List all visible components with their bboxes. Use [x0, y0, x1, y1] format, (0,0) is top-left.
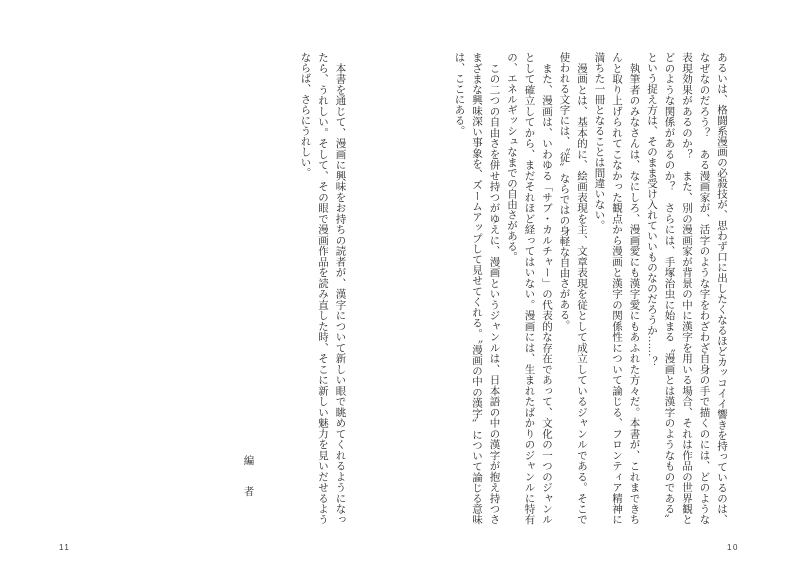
text-line: 漫画とは、基本的に、絵画表現を主、文章表現を従として成立しているジャンルである。そこで — [576, 52, 587, 525]
text-line: という捉え方は、そのまま受け入れていいものなのだろうか……？ — [646, 52, 657, 367]
text-line: たら、うれしい。そして、その眼で漫画作品を読み直した時、そこに新しい魅力を見いだせるよう — [317, 52, 328, 525]
text-line: 使われる文字には、〝従〟ならではの身軽な自由さがある。 — [558, 52, 570, 331]
text-line: は、ここにある。 — [453, 52, 465, 136]
text-line: 表現効果があるのか？ また、別の漫画家が背景の中に漢字を用いる場合、それは作品の世界観と — [681, 52, 692, 525]
text-line: どのような関係があるのか？ さらには、手塚治虫に始まる〝漫画とは漢字のようなものである〟 — [663, 52, 675, 525]
editor-signature: 編 者 — [242, 455, 254, 502]
text-line: ならば、さらにうれしい。 — [299, 52, 311, 178]
text-line: 満ちた一冊となることは間違いない。 — [593, 52, 605, 231]
left-page-text — [296, 52, 349, 525]
text-line: として確立してから、まだそれほど経ってはいない。漫画には、生まれたばかりのジャンルに特有 — [523, 52, 535, 525]
text-line: この二つの自由さを併せ持つがゆえに、漫画というジャンルは、日本語の中の漢字が抱え持つさ — [488, 52, 500, 525]
text-line: 執筆者のみなさんは、なにしろ、漫画愛にも漢字愛にもあふれた方々だ。本書が、これまできち — [628, 52, 640, 525]
right-page — [400, 0, 800, 578]
text-line: あるいは、格闘系漫画の必殺技が、思わず口に出したくなるほどカッコイイ響きを持っているのは、 — [716, 52, 727, 525]
text-line: まざまな興味深い事象を、ズームアップして見せてくれる。〝漫画の中の漢字〟について論じる意味 — [471, 52, 482, 525]
text-line: なぜなのだろう？ ある漫画家が、活字のような字をわざわざ自身の手で描くのには、どのような — [698, 52, 710, 525]
text-line: また、漫画は、いわゆる「サブ・カルチャー」の代表的な存在であって、文化の一つのジャンル — [541, 52, 552, 525]
page-number: 11 — [59, 543, 71, 552]
right-page-text — [450, 52, 730, 525]
text-line: んと取り上げられてこなかった観点から漫画と漢字の関係性について論じる、フロンティア精神に — [611, 52, 622, 525]
text-line: の、エネルギッシュなまでの自由さがある。 — [506, 52, 517, 262]
page-number: 10 — [727, 543, 739, 552]
text-line: 本書を通じて、漫画に興味をお持ちの読者が、漢字について新しい眼で眺めてくれるようになっ — [334, 52, 346, 525]
